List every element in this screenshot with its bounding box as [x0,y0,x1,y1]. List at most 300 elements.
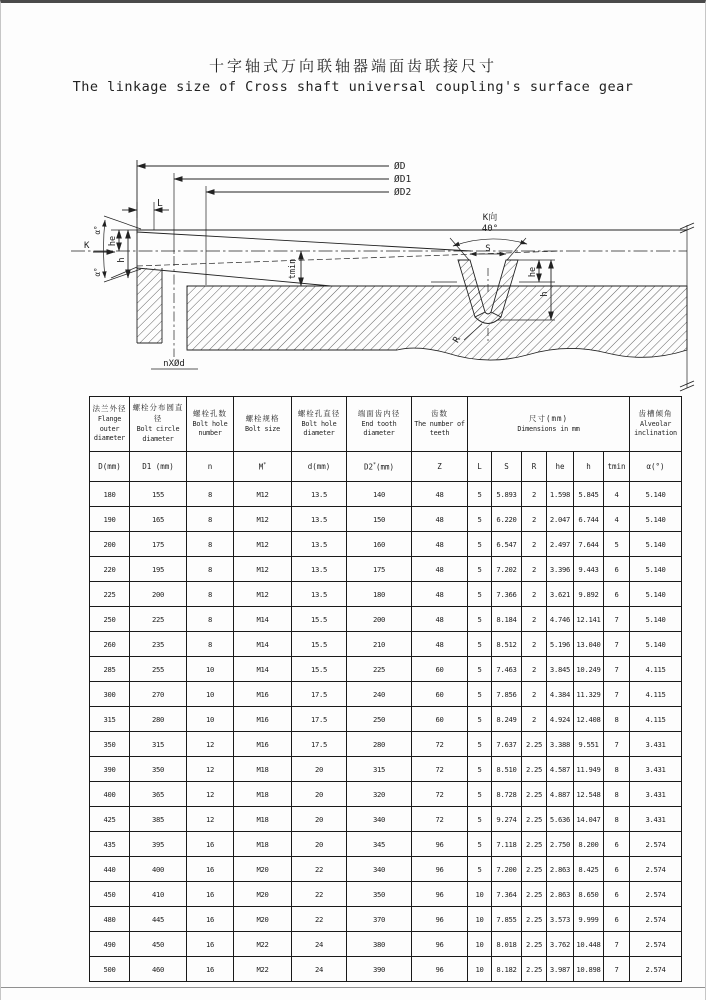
column-symbol-header: d(mm) [292,452,347,482]
header-row-groups [90,397,682,452]
table-cell: 7.366 [492,582,522,607]
table-cell: 10 [468,957,492,982]
table-cell: 8.425 [574,857,604,882]
table-cell: 6 [604,857,630,882]
table-cell: 2.863 [547,857,574,882]
table-cell: 165 [130,507,187,532]
table-cell: 140 [347,482,412,507]
table-cell: 5 [468,482,492,507]
table-cell: 365 [130,782,187,807]
table-cell: M20 [234,857,292,882]
table-cell: 395 [130,832,187,857]
table-cell: 48 [412,607,468,632]
table-cell: 5 [468,857,492,882]
table-cell: 7.856 [492,682,522,707]
table-cell: 13.5 [292,482,347,507]
column-symbol-header: S [492,452,522,482]
dim-label-s: S [485,244,491,254]
table-cell: 4.115 [630,682,682,707]
column-group-header: 齿数 The number of teeth [412,397,468,452]
dim-label-alpha-top: α° [93,225,102,235]
table-cell: 8.510 [492,757,522,782]
table-cell: 315 [130,732,187,757]
table-cell: 5.140 [630,507,682,532]
table-cell: 2.25 [522,907,547,932]
table-cell: 48 [412,532,468,557]
table-cell: 4.924 [547,707,574,732]
bolt-hole-note: nXØd [163,359,185,369]
table-cell: 3.431 [630,757,682,782]
table-cell: 5 [468,832,492,857]
table-cell: 200 [130,582,187,607]
table-cell: 5.845 [574,482,604,507]
table-cell: 7.855 [492,907,522,932]
table-row [90,882,682,907]
table-cell: 315 [347,757,412,782]
table-cell: 48 [412,557,468,582]
table-cell: 96 [412,932,468,957]
table-cell: 10 [468,907,492,932]
table-row [90,757,682,782]
table-cell: 17.5 [292,707,347,732]
table-row [90,582,682,607]
table-cell: 96 [412,832,468,857]
column-group-header: 螺栓孔直径 Bolt hole diameter [292,397,347,452]
dim-label-he-right: he [528,266,538,278]
table-cell: 15.5 [292,657,347,682]
table-cell: 10 [468,932,492,957]
table-cell: 48 [412,582,468,607]
column-symbol-header: Z [412,452,468,482]
column-symbol-header: D(mm) [90,452,130,482]
column-symbol-header: α(°) [630,452,682,482]
table-cell: 5.140 [630,532,682,557]
table-cell: 12.548 [574,782,604,807]
table-cell: 4.384 [547,682,574,707]
dim-label-r: R [451,335,463,345]
table-cell: 4.746 [547,607,574,632]
table-cell: 22 [292,907,347,932]
table-cell: 175 [130,532,187,557]
table-cell: 180 [347,582,412,607]
table-cell: 5.893 [492,482,522,507]
table-cell: 2.497 [547,532,574,557]
column-symbol-header: D2*(mm) [347,452,412,482]
table-cell: 11.949 [574,757,604,782]
table-cell: 500 [90,957,130,982]
column-symbol-header: L [468,452,492,482]
table-cell: 13.5 [292,582,347,607]
column-symbol-header: n [187,452,234,482]
table-cell: 225 [347,657,412,682]
table-row [90,957,682,982]
table-cell: 4.887 [547,782,574,807]
page-title-english: The linkage size of Cross shaft universal coupling's surface gear [72,79,634,95]
table-cell: 2.574 [630,907,682,932]
table-cell: 5 [468,682,492,707]
table-cell: 460 [130,957,187,982]
table-cell: 2.25 [522,932,547,957]
table-cell: 280 [130,707,187,732]
table-cell: 9.443 [574,557,604,582]
table-row [90,607,682,632]
table-cell: 12 [187,807,234,832]
table-cell: 260 [90,632,130,657]
table-cell: 4.587 [547,757,574,782]
table-cell: 7.364 [492,882,522,907]
table-cell: 12 [187,732,234,757]
column-symbol-header: he [547,452,574,482]
table-cell: 16 [187,907,234,932]
dim-label-od1: ØD1 [394,174,412,185]
table-cell: 2.25 [522,807,547,832]
table-cell: 8 [604,707,630,732]
table-cell: 235 [130,632,187,657]
table-cell: 72 [412,757,468,782]
table-cell: 5.140 [630,582,682,607]
table-cell: 7.463 [492,657,522,682]
column-symbol-header: h [574,452,604,482]
table-cell: 96 [412,857,468,882]
table-cell: 72 [412,807,468,832]
table-cell: 350 [347,882,412,907]
table-cell: 8.200 [574,832,604,857]
table-cell: 8 [604,807,630,832]
table-cell: 8 [187,582,234,607]
table-cell: M14 [234,657,292,682]
table-cell: 3.762 [547,932,574,957]
table-cell: 2 [522,557,547,582]
table-cell: 3.845 [547,657,574,682]
table-cell: 175 [347,557,412,582]
table-cell: 10 [187,707,234,732]
table-cell: 220 [90,557,130,582]
table-cell: 60 [412,682,468,707]
table-cell: 7.644 [574,532,604,557]
table-cell: 3.431 [630,732,682,757]
table-cell: 6 [604,907,630,932]
table-cell: 450 [130,932,187,957]
table-cell: 3.621 [547,582,574,607]
table-cell: 5 [468,532,492,557]
table-cell: 6 [604,882,630,907]
table-cell: 2.863 [547,882,574,907]
table-cell: 24 [292,957,347,982]
dim-label-l: L [157,198,163,209]
table-cell: 6.547 [492,532,522,557]
dim-label-od: ØD [394,161,406,172]
table-cell: 96 [412,882,468,907]
header-row-symbols [90,452,682,482]
table-cell: 5 [468,557,492,582]
table-cell: 6.220 [492,507,522,532]
table-cell: 2 [522,582,547,607]
table-cell: 5 [468,607,492,632]
table-cell: 200 [90,532,130,557]
table-cell: 2.574 [630,857,682,882]
column-group-header: 螺栓分布圆直径 Bolt circle diameter [130,397,187,452]
table-cell: 450 [90,882,130,907]
page-title-chinese: 十字轴式万向联轴器端面齿联接尺寸 [208,57,497,75]
table-cell: 17.5 [292,682,347,707]
table-cell: 2.750 [547,832,574,857]
table-cell: 4.115 [630,707,682,732]
table-cell: 7 [604,957,630,982]
table-cell: 9.892 [574,582,604,607]
table-cell: 8 [187,632,234,657]
table-cell: 2 [522,482,547,507]
table-cell: 2 [522,532,547,557]
table-cell: 60 [412,657,468,682]
table-cell: 490 [90,932,130,957]
table-cell: 10.898 [574,957,604,982]
table-cell: 7.202 [492,557,522,582]
table-cell: 4.115 [630,657,682,682]
table-cell: M14 [234,607,292,632]
table-cell: 3.388 [547,732,574,757]
table-cell: 3.431 [630,807,682,832]
table-cell: M16 [234,707,292,732]
table-cell: 5.636 [547,807,574,832]
table-cell: 8.249 [492,707,522,732]
table-row [90,707,682,732]
table-cell: 5 [468,807,492,832]
table-cell: 12 [187,757,234,782]
table-cell: M20 [234,907,292,932]
table-cell: M18 [234,782,292,807]
table-cell: 8.650 [574,882,604,907]
table-cell: M14 [234,632,292,657]
dimensions-table [89,396,682,982]
table-cell: 48 [412,507,468,532]
dim-label-od2: ØD2 [394,187,412,198]
table-cell: 155 [130,482,187,507]
table-cell: 6.744 [574,507,604,532]
table-cell: 315 [90,707,130,732]
table-cell: 96 [412,957,468,982]
table-cell: 12.408 [574,707,604,732]
table-cell: 200 [347,607,412,632]
table-cell: 195 [130,557,187,582]
table-cell: 400 [90,782,130,807]
table-row [90,682,682,707]
table-cell: M18 [234,807,292,832]
table-cell: 345 [347,832,412,857]
table-cell: 7 [604,682,630,707]
table-cell: 5 [468,782,492,807]
table-cell: 8.182 [492,957,522,982]
table-cell: 240 [347,682,412,707]
table-cell: M16 [234,682,292,707]
table-cell: 370 [347,907,412,932]
table-cell: M12 [234,482,292,507]
table-cell: 2 [522,682,547,707]
table-cell: 10 [187,682,234,707]
table-cell: M18 [234,832,292,857]
column-group-header: 螺栓规格 Bolt size [234,397,292,452]
table-cell: 13.5 [292,557,347,582]
table-cell: 8.512 [492,632,522,657]
table-cell: 10.448 [574,932,604,957]
table-cell: 270 [130,682,187,707]
page-bottom-rule [1,987,705,988]
table-row [90,507,682,532]
table-cell: 5.140 [630,557,682,582]
table-cell: 13.5 [292,532,347,557]
table-cell: 20 [292,807,347,832]
table-cell: 22 [292,857,347,882]
table-cell: M16 [234,732,292,757]
table-cell: 5 [468,707,492,732]
table-cell: 48 [412,632,468,657]
table-cell: 440 [90,857,130,882]
table-cell: 72 [412,782,468,807]
table-row [90,807,682,832]
table-cell: 225 [90,582,130,607]
table-cell: 8 [604,757,630,782]
table-cell: 2.25 [522,882,547,907]
table-cell: 160 [347,532,412,557]
table-cell: 2.25 [522,782,547,807]
table-cell: 8 [187,532,234,557]
table-cell: 60 [412,707,468,732]
table-cell: 2.25 [522,857,547,882]
table-cell: 2 [522,657,547,682]
table-cell: 250 [90,607,130,632]
table-cell: 7 [604,632,630,657]
table-cell: 5 [468,657,492,682]
table-cell: 435 [90,832,130,857]
dim-label-he-left: he [108,235,118,247]
table-cell: 7.118 [492,832,522,857]
table-cell: 225 [130,607,187,632]
table-row [90,482,682,507]
table-cell: 2.574 [630,882,682,907]
view-k-label: K向 [482,213,498,223]
table-cell: 2.25 [522,832,547,857]
table-cell: 300 [90,682,130,707]
table-cell: 48 [412,482,468,507]
column-symbol-header: M* [234,452,292,482]
table-cell: 8.018 [492,932,522,957]
table-cell: 285 [90,657,130,682]
table-cell: 72 [412,732,468,757]
table-row [90,632,682,657]
table-cell: 180 [90,482,130,507]
table-cell: 5.196 [547,632,574,657]
table-cell: M12 [234,582,292,607]
table-cell: 1.598 [547,482,574,507]
table-cell: 22 [292,882,347,907]
table-cell: 255 [130,657,187,682]
table-cell: 96 [412,907,468,932]
table-row [90,782,682,807]
table-cell: 3.431 [630,782,682,807]
table-cell: 3.987 [547,957,574,982]
table-cell: 250 [347,707,412,732]
view-arrow-label-k: K [84,241,90,251]
table-row [90,832,682,857]
table-row [90,732,682,757]
table-row [90,932,682,957]
column-group-header: 尺寸(mm) Dimensions in mm [468,397,630,452]
table-cell: 7 [604,732,630,757]
flange-section-view [71,160,694,391]
table-cell: M12 [234,532,292,557]
table-cell: 445 [130,907,187,932]
table-row [90,857,682,882]
table-row [90,557,682,582]
table-cell: 10 [468,882,492,907]
table-cell: 340 [347,857,412,882]
table-cell: 2 [522,607,547,632]
table-cell: M12 [234,507,292,532]
table-cell: 16 [187,832,234,857]
table-cell: 410 [130,882,187,907]
table-cell: 2.25 [522,957,547,982]
column-group-header: 齿槽倾角 Alveolar inclination [630,397,682,452]
table-cell: 11.329 [574,682,604,707]
table-cell: 16 [187,857,234,882]
table-cell: 10.249 [574,657,604,682]
table-cell: 320 [347,782,412,807]
table-cell: 24 [292,932,347,957]
table-cell: 16 [187,957,234,982]
table-cell: 8.184 [492,607,522,632]
table-cell: 7.200 [492,857,522,882]
table-cell: M22 [234,932,292,957]
table-cell: 350 [130,757,187,782]
table-cell: 2 [522,632,547,657]
table-cell: 2.25 [522,757,547,782]
table-cell: 20 [292,782,347,807]
table-cell: 5 [468,507,492,532]
technical-drawing [1,142,706,395]
table-cell: 15.5 [292,632,347,657]
table-cell: 150 [347,507,412,532]
table-cell: 380 [347,932,412,957]
table-cell: 5 [468,582,492,607]
table-cell: 7.637 [492,732,522,757]
table-cell: 6 [604,832,630,857]
table-cell: M20 [234,882,292,907]
table-cell: 210 [347,632,412,657]
table-cell: 9.274 [492,807,522,832]
table-cell: 340 [347,807,412,832]
table-cell: 5.140 [630,607,682,632]
table-row [90,907,682,932]
table-cell: 6 [604,582,630,607]
table-cell: 5.140 [630,482,682,507]
table-cell: 5 [468,757,492,782]
dim-label-h-right: h [540,291,550,297]
table-cell: 4 [604,507,630,532]
dim-label-h-left: h [117,257,127,263]
table-row [90,657,682,682]
table-body [90,482,682,982]
table-cell: M12 [234,557,292,582]
table-cell: 7 [604,657,630,682]
table-cell: 350 [90,732,130,757]
table-cell: 190 [90,507,130,532]
table-cell: 5 [468,632,492,657]
table-cell: 16 [187,932,234,957]
table-cell: 9.551 [574,732,604,757]
table-cell: 20 [292,832,347,857]
table-cell: 2 [522,507,547,532]
table-cell: 17.5 [292,732,347,757]
table-cell: 8 [187,507,234,532]
